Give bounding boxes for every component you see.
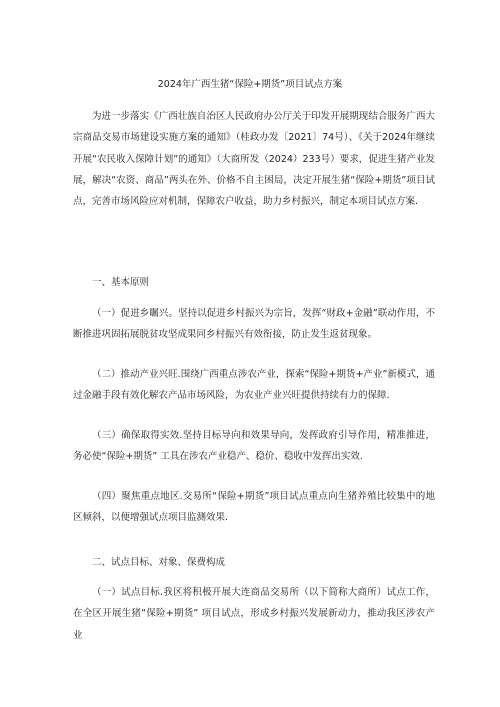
section-heading-basic-principles: 一、基本原则 [92,277,150,288]
goal-paragraph-1: （一）试点目标.我区将积极开展大连商品交易所（以下简称大商所）试点工作，在全区开展生猪“保险+期货” 项目试点，形成乡村振兴发展新动力，推动我区涉农产业 [73,587,435,641]
section-heading-goals: 二、试点目标、对象、保费构成 [92,557,226,568]
principle-paragraph-3: （三）确保取得实效.坚持目标导向和效果导向，发挥政府引导作用，精准推进，务必使“保险+期货” 工具在涉农产业稳产、稳价、稳收中发挥出实效. [73,430,435,463]
principle-paragraph-4: （四）聚焦重点地区.交易所“保险+期货”项目试点重点向生猪养殖比较集中的地区倾斜，以便增强试点项目监测效果. [73,491,435,524]
intro-paragraph: 为进一步落实《广西壮族自治区人民政府办公厅关于印发开展期现结合服务广西大宗商品交易市场建设实施方案的通知》（桂政办发〔2021〕74号）、《关于2024年继续开展“农民收入保障计划”的通知》（大商所发（2024）233号）要求，促进生猪产业发展，解决“农资、商品”两头在外、价格不自主困局，决定开展生猪“保险+期货”项目试点，完善市场风险应对机制，保障农户收益，助力乡村振兴，制定本项目试点方案. [73,111,435,208]
principle-paragraph-2: （二）推动产业兴旺.围绕广西重点涉农产业，探索“保险+期货+产业”新模式，通过金融手段有效化解农产品市场风险，为农业产业兴旺提供持续有力的保障. [73,369,435,402]
document-title: 2024年广西生猪“保险+期货”项目试点方案 [157,79,343,90]
principle-paragraph-1: （一）促进乡瞩兴。坚持以促进乡村振兴为宗旨，发挥“财政+金融”联动作用，不断推进巩固拓展脱贫攻坚成果同乡村振兴有效衔接，防止发生返贫现象。 [73,308,435,341]
